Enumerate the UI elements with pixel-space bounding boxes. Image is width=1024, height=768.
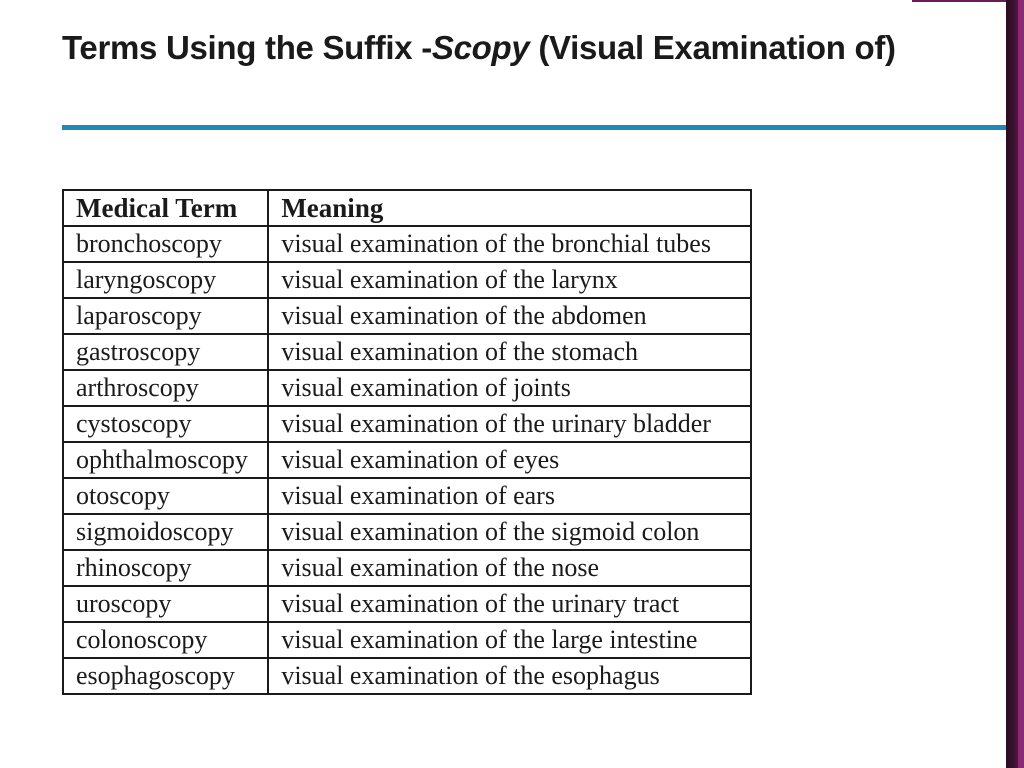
- table-row: [63, 622, 751, 658]
- table-row: [63, 658, 751, 694]
- table-row: [63, 406, 751, 442]
- term-cell: colonoscopy: [63, 622, 268, 658]
- table-row: [63, 370, 751, 406]
- table-row: [63, 298, 751, 334]
- meaning-cell: visual examination of the sigmoid colon: [268, 514, 751, 550]
- table-row: [63, 334, 751, 370]
- term-cell: esophagoscopy: [63, 658, 268, 694]
- term-cell: sigmoidoscopy: [63, 514, 268, 550]
- table-header-row: [63, 190, 751, 226]
- title-rest: (Visual Examination of): [529, 29, 896, 66]
- term-cell: ophthalmoscopy: [63, 442, 268, 478]
- meaning-cell: visual examination of the bronchial tubes: [268, 226, 751, 262]
- term-cell: laryngoscopy: [63, 262, 268, 298]
- table-row: [63, 514, 751, 550]
- meaning-cell: visual examination of the urinary tract: [268, 586, 751, 622]
- table-row: [63, 442, 751, 478]
- table-row: [63, 262, 751, 298]
- meaning-cell: visual examination of joints: [268, 370, 751, 406]
- table-row: [63, 586, 751, 622]
- slide-frame-side-edge: [1018, 0, 1024, 768]
- meaning-cell: visual examination of the urinary bladder: [268, 406, 751, 442]
- meaning-cell: visual examination of ears: [268, 478, 751, 514]
- meaning-cell: visual examination of eyes: [268, 442, 751, 478]
- meaning-cell: visual examination of the nose: [268, 550, 751, 586]
- term-cell: rhinoscopy: [63, 550, 268, 586]
- table-row: [63, 226, 751, 262]
- term-cell: gastroscopy: [63, 334, 268, 370]
- term-cell: otoscopy: [63, 478, 268, 514]
- table-row: [63, 478, 751, 514]
- title-prefix: Terms Using the Suffix -: [62, 29, 432, 66]
- term-cell: laparoscopy: [63, 298, 268, 334]
- term-cell: uroscopy: [63, 586, 268, 622]
- meaning-cell: visual examination of the large intestine: [268, 622, 751, 658]
- table-row: [63, 550, 751, 586]
- header-medical-term: Medical Term: [63, 190, 268, 226]
- meaning-cell: visual examination of the esophagus: [268, 658, 751, 694]
- term-cell: cystoscopy: [63, 406, 268, 442]
- header-meaning: Meaning: [268, 190, 751, 226]
- terms-table: [62, 189, 752, 695]
- meaning-cell: visual examination of the abdomen: [268, 298, 751, 334]
- term-cell: bronchoscopy: [63, 226, 268, 262]
- slide-title: [62, 22, 1006, 74]
- term-cell: arthroscopy: [63, 370, 268, 406]
- title-underline-rule: [62, 125, 1006, 130]
- title-suffix-word: Scopy: [431, 29, 530, 66]
- meaning-cell: visual examination of the stomach: [268, 334, 751, 370]
- meaning-cell: visual examination of the larynx: [268, 262, 751, 298]
